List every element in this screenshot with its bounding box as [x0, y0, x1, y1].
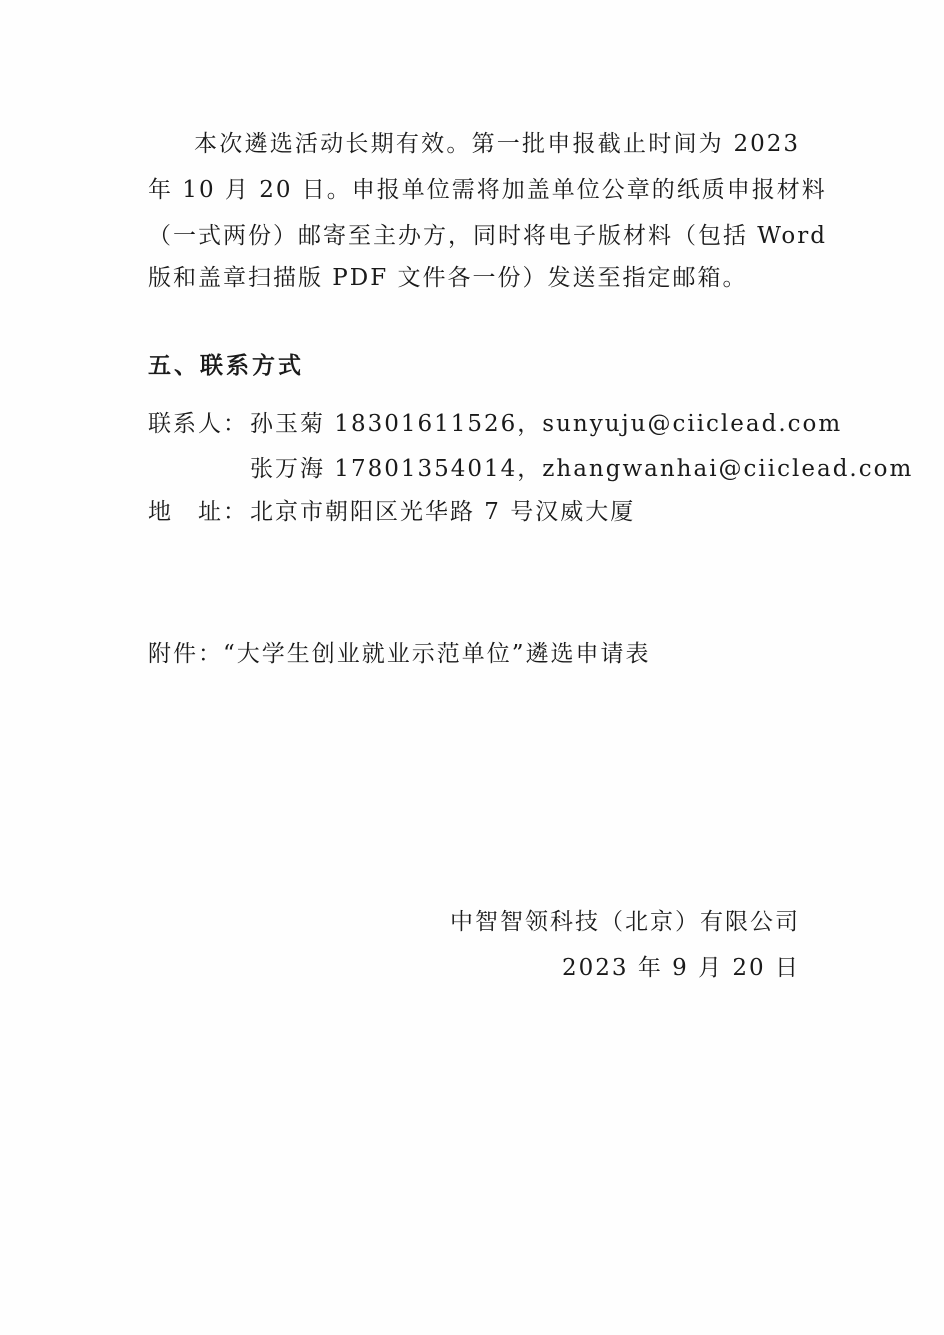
paragraph-line-1: 本次遴选活动长期有效。第一批申报截止时间为 2023 — [194, 131, 800, 157]
section-heading-contact: 五、联系方式 — [148, 352, 304, 379]
paragraph-line-4: 版和盖章扫描版 PDF 文件各一份）发送至指定邮箱。 — [148, 265, 748, 291]
paragraph-line-3: （一式两份）邮寄至主办方，同时将电子版材料（包括 Word — [148, 223, 827, 249]
contact-person-2: 张万海 17801354014，zhangwanhai@ciiclead.com — [250, 456, 914, 482]
address-label: 地 址： — [148, 499, 248, 525]
contacts-label: 联系人： — [148, 411, 248, 437]
paragraph-line-2: 年 10 月 20 日。申报单位需将加盖单位公章的纸质申报材料 — [148, 177, 827, 203]
signature-organization: 中智智领科技（北京）有限公司 — [450, 909, 800, 935]
contact-person-1: 孙玉菊 18301611526，sunyuju@ciiclead.com — [250, 411, 843, 437]
address-value: 北京市朝阳区光华路 7 号汉威大厦 — [250, 499, 636, 525]
signature-date: 2023 年 9 月 20 日 — [562, 955, 800, 981]
attachment-note: 附件：“大学生创业就业示范单位”遴选申请表 — [148, 641, 651, 667]
